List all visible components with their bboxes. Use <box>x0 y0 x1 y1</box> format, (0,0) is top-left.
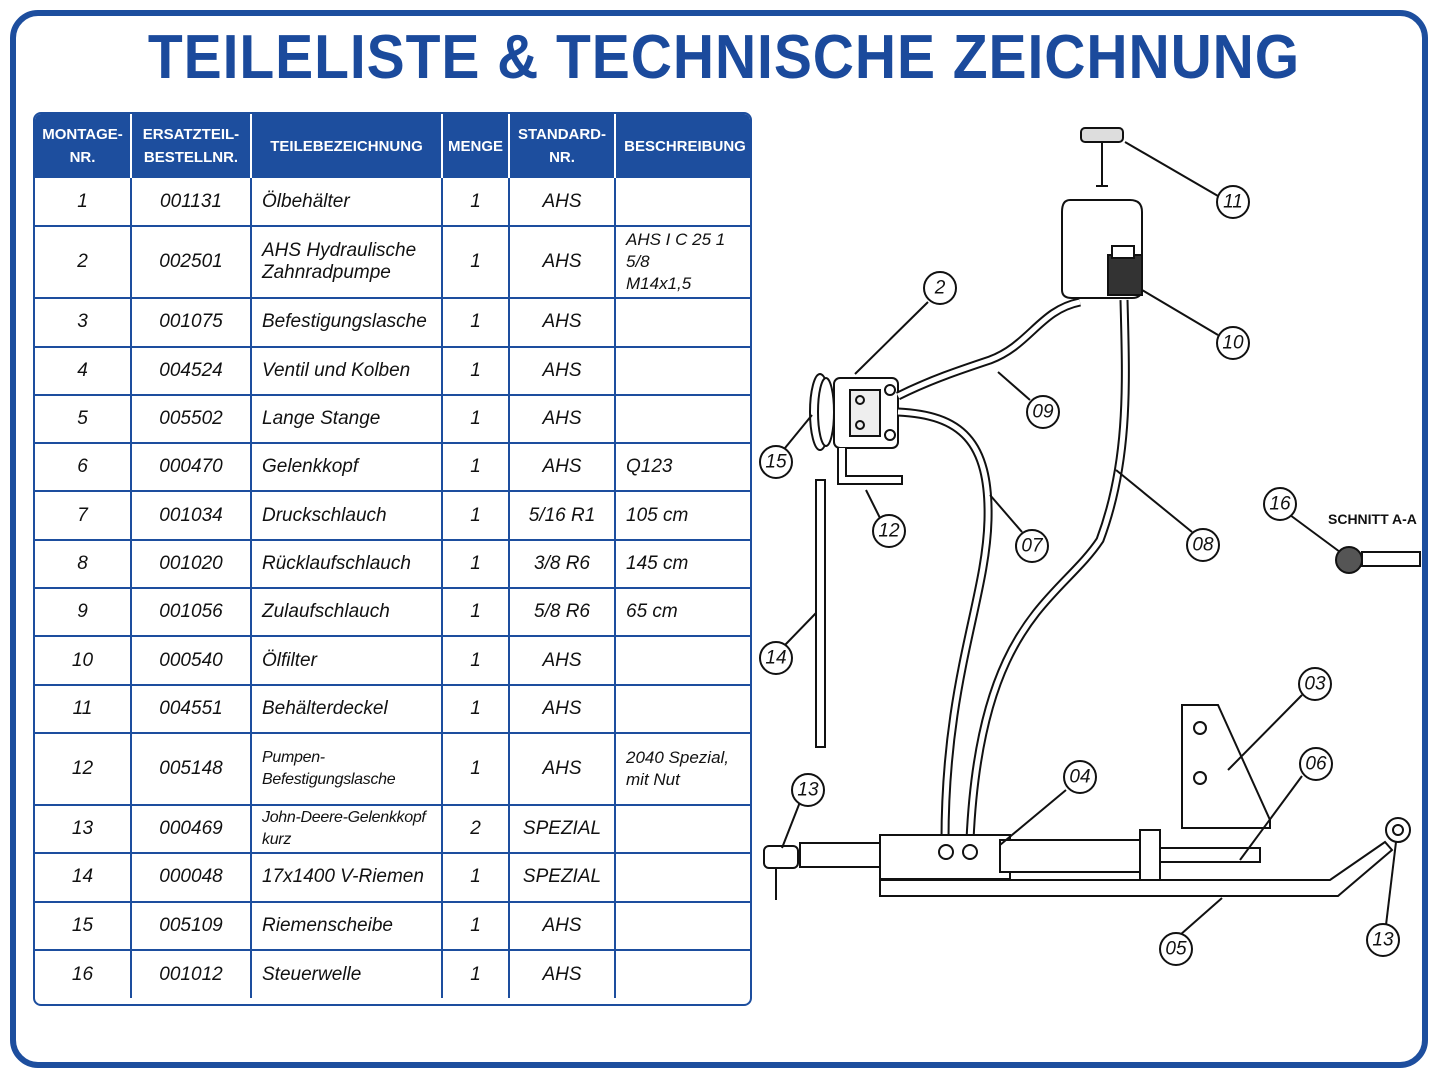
cell-beschreibung <box>615 685 752 733</box>
table-row <box>35 540 752 588</box>
cell-beschreibung: Q123 <box>615 443 752 491</box>
cell-menge: 1 <box>442 950 509 998</box>
callout-label: 16 <box>1269 493 1291 515</box>
parts-table-container <box>33 112 752 1006</box>
cell-standard-nr: AHS <box>509 733 615 805</box>
cell-montage-nr: 5 <box>35 395 131 443</box>
cell-montage-nr: 12 <box>35 733 131 805</box>
cell-teilebezeichnung: Ventil und Kolben <box>251 347 442 395</box>
header-standard-nr: STANDARD- NR. <box>509 114 615 178</box>
cell-beschreibung <box>615 347 752 395</box>
table-row <box>35 491 752 539</box>
table-row <box>35 805 752 853</box>
oil-filter <box>1108 255 1142 295</box>
cell-teilebezeichnung: Druckschlauch <box>251 491 442 539</box>
cell-beschreibung: 2040 Spezial, mit Nut <box>615 733 752 805</box>
cell-bestellnr: 001012 <box>131 950 251 998</box>
cell-teilebezeichnung: Zulaufschlauch <box>251 588 442 636</box>
cell-beschreibung <box>615 853 752 901</box>
cell-standard-nr: AHS <box>509 298 615 346</box>
cell-bestellnr: 000540 <box>131 636 251 684</box>
cell-montage-nr: 1 <box>35 178 131 226</box>
cell-bestellnr: 004524 <box>131 347 251 395</box>
cell-montage-nr: 9 <box>35 588 131 636</box>
callout-label: 11 <box>1223 191 1243 213</box>
table-row <box>35 443 752 491</box>
cell-beschreibung: AHS I C 25 1 5/8 M14x1,5 <box>615 226 752 298</box>
cell-standard-nr: AHS <box>509 902 615 950</box>
cell-beschreibung <box>615 298 752 346</box>
cell-menge: 1 <box>442 347 509 395</box>
cell-montage-nr: 11 <box>35 685 131 733</box>
cell-menge: 1 <box>442 588 509 636</box>
table-row <box>35 902 752 950</box>
cell-menge: 1 <box>442 636 509 684</box>
cell-menge: 1 <box>442 902 509 950</box>
callout-label: 08 <box>1192 534 1214 556</box>
cell-beschreibung <box>615 636 752 684</box>
header-montage-nr: MONTAGE- NR. <box>35 114 131 178</box>
cell-teilebezeichnung: Riemenscheibe <box>251 902 442 950</box>
ball-joint-left <box>764 846 798 868</box>
cell-bestellnr: 001020 <box>131 540 251 588</box>
cell-bestellnr: 001056 <box>131 588 251 636</box>
cell-bestellnr: 005148 <box>131 733 251 805</box>
cell-standard-nr: AHS <box>509 347 615 395</box>
cell-teilebezeichnung: Pumpen-Befestigungslasche <box>251 733 442 805</box>
callout-label: 15 <box>765 451 787 473</box>
cell-beschreibung <box>615 178 752 226</box>
cell-bestellnr: 001075 <box>131 298 251 346</box>
cell-bestellnr: 000469 <box>131 805 251 853</box>
table-row <box>35 636 752 684</box>
cell-standard-nr: SPEZIAL <box>509 805 615 853</box>
cell-teilebezeichnung: Rücklaufschlauch <box>251 540 442 588</box>
cell-menge: 1 <box>442 226 509 298</box>
reservoir-cap <box>1081 128 1123 142</box>
header-teilebezeichnung: TEILEBEZEICHNUNG <box>251 114 442 178</box>
table-header-row <box>35 114 752 178</box>
parts-table-body <box>35 178 752 998</box>
cell-teilebezeichnung: John-Deere-Gelenkkopf kurz <box>251 805 442 853</box>
cell-beschreibung: 65 cm <box>615 588 752 636</box>
callout-label: 10 <box>1222 332 1244 354</box>
cell-standard-nr: 5/8 R6 <box>509 588 615 636</box>
table-row <box>35 733 752 805</box>
table-row <box>35 685 752 733</box>
table-row <box>35 178 752 226</box>
cell-standard-nr: AHS <box>509 443 615 491</box>
cell-bestellnr: 001131 <box>131 178 251 226</box>
cell-montage-nr: 15 <box>35 902 131 950</box>
cell-teilebezeichnung: Behälterdeckel <box>251 685 442 733</box>
callout-label: 06 <box>1305 753 1327 775</box>
callout-label: 04 <box>1069 766 1091 788</box>
table-row <box>35 588 752 636</box>
header-menge: MENGE <box>442 114 509 178</box>
cell-menge: 1 <box>442 733 509 805</box>
cell-teilebezeichnung: Befestigungslasche <box>251 298 442 346</box>
cell-bestellnr: 002501 <box>131 226 251 298</box>
cell-standard-nr: AHS <box>509 226 615 298</box>
cell-standard-nr: AHS <box>509 395 615 443</box>
table-row <box>35 226 752 298</box>
cell-menge: 1 <box>442 298 509 346</box>
page-title: TEILELISTE & TECHNISCHE ZEICHNUNG <box>147 23 1301 92</box>
cell-standard-nr: AHS <box>509 178 615 226</box>
cell-teilebezeichnung: AHS Hydraulische Zahnradpumpe <box>251 226 442 298</box>
cell-montage-nr: 7 <box>35 491 131 539</box>
table-row <box>35 298 752 346</box>
cell-bestellnr: 004551 <box>131 685 251 733</box>
table-row <box>35 395 752 443</box>
cell-standard-nr: 5/16 R1 <box>509 491 615 539</box>
cell-montage-nr: 10 <box>35 636 131 684</box>
section-label: SCHNITT A-A <box>1328 511 1417 527</box>
cell-menge: 1 <box>442 443 509 491</box>
cell-teilebezeichnung: Ölfilter <box>251 636 442 684</box>
callout-label: 2 <box>934 277 946 299</box>
callout-label: 05 <box>1165 938 1187 960</box>
cell-bestellnr: 000470 <box>131 443 251 491</box>
technical-drawing <box>752 112 1428 1062</box>
cell-teilebezeichnung: Gelenkkopf <box>251 443 442 491</box>
cell-menge: 1 <box>442 491 509 539</box>
cell-beschreibung <box>615 805 752 853</box>
cell-menge: 1 <box>442 178 509 226</box>
callout-label: 03 <box>1304 673 1326 695</box>
cell-montage-nr: 2 <box>35 226 131 298</box>
steering-cylinder <box>800 843 890 867</box>
cell-menge: 1 <box>442 685 509 733</box>
cell-montage-nr: 13 <box>35 805 131 853</box>
cell-menge: 2 <box>442 805 509 853</box>
cell-teilebezeichnung: Lange Stange <box>251 395 442 443</box>
cell-standard-nr: SPEZIAL <box>509 853 615 901</box>
cell-menge: 1 <box>442 853 509 901</box>
cell-teilebezeichnung: Ölbehälter <box>251 178 442 226</box>
callout-label: 09 <box>1032 401 1054 423</box>
parts-table <box>35 114 752 998</box>
callout-label: 07 <box>1021 535 1043 557</box>
cell-teilebezeichnung: Steuerwelle <box>251 950 442 998</box>
cell-bestellnr: 000048 <box>131 853 251 901</box>
cell-bestellnr: 005502 <box>131 395 251 443</box>
ball-joint-right <box>1386 818 1410 842</box>
table-row <box>35 950 752 998</box>
cell-standard-nr: AHS <box>509 950 615 998</box>
pump-bracket <box>838 448 902 484</box>
cell-beschreibung: 105 cm <box>615 491 752 539</box>
cell-standard-nr: AHS <box>509 685 615 733</box>
callout-label: 12 <box>878 520 900 542</box>
cell-montage-nr: 16 <box>35 950 131 998</box>
header-beschreibung: BESCHREIBUNG <box>615 114 752 178</box>
callout-label: 14 <box>765 647 787 669</box>
cell-montage-nr: 8 <box>35 540 131 588</box>
cell-standard-nr: AHS <box>509 636 615 684</box>
cell-montage-nr: 6 <box>35 443 131 491</box>
cell-teilebezeichnung: 17x1400 V-Riemen <box>251 853 442 901</box>
cell-montage-nr: 4 <box>35 347 131 395</box>
cell-beschreibung: 145 cm <box>615 540 752 588</box>
hose-08 <box>970 300 1125 840</box>
cell-montage-nr: 3 <box>35 298 131 346</box>
callout-label: 13 <box>1372 929 1394 951</box>
cell-bestellnr: 001034 <box>131 491 251 539</box>
header-ersatzteil-bestellnr: ERSATZTEIL- BESTELLNR. <box>131 114 251 178</box>
cell-beschreibung <box>615 395 752 443</box>
table-row <box>35 347 752 395</box>
cell-menge: 1 <box>442 395 509 443</box>
cell-standard-nr: 3/8 R6 <box>509 540 615 588</box>
cell-menge: 1 <box>442 540 509 588</box>
cell-montage-nr: 14 <box>35 853 131 901</box>
cell-bestellnr: 005109 <box>131 902 251 950</box>
cell-beschreibung <box>615 950 752 998</box>
table-row <box>35 853 752 901</box>
v-belt <box>816 480 825 747</box>
callout-label: 13 <box>797 779 819 801</box>
cell-beschreibung <box>615 902 752 950</box>
